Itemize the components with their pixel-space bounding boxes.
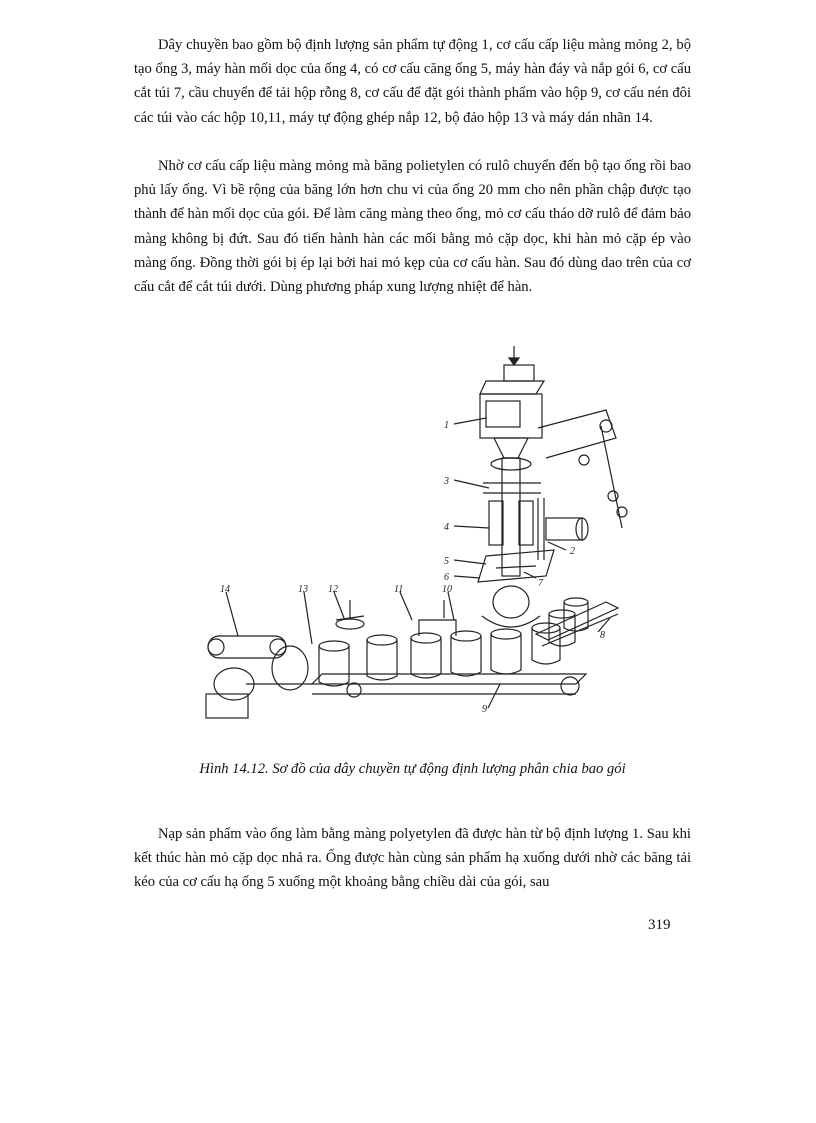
figure-label-5: 5 <box>444 556 449 567</box>
figure-label-3: 3 <box>444 476 449 487</box>
figure-label-8: 8 <box>600 630 605 641</box>
packaging-line-diagram <box>186 338 646 732</box>
paragraph-2: Nhờ cơ cấu cấp liệu màng mỏng mà băng polietylen có rulô chuyển đến bộ tạo ống rồi bao phủ lấy ống. Vì bề rộng của băng lớn hơn chu vi của ống 20 mm cho nên phần chập được tạo thành để hàn mối dọc của gói. Để làm căng màng theo ống, mỏ cơ cấu tháo dỡ rulô để đảm bảo màng không bị đứt. Sau đó tiến hành hàn các mối bằng mỏ cặp dọc, khi hàn mỏ cặp ép vào màng ống. Đồng thời gói bị ép lại bởi hai mỏ kẹp của cơ cấu hàn. Sau đó dùng dao trên của cơ cấu cắt để cắt túi dưới. Dùng phương pháp xung lượng nhiệt để hàn. <box>134 158 691 296</box>
figure-label-10: 10 <box>442 584 452 595</box>
figure-label-7: 7 <box>538 578 543 589</box>
figure-diagram <box>186 338 646 732</box>
figure-label-1: 1 <box>444 420 449 431</box>
figure-label-11: 11 <box>394 584 404 595</box>
figure-label-6: 6 <box>444 572 449 583</box>
figure-label-13: 13 <box>298 584 308 595</box>
figure-label-9: 9 <box>482 704 487 715</box>
paragraph-3: Nạp sản phẩm vào ống làm bằng màng polyetylen đã được hàn từ bộ định lượng 1. Sau khi kết thúc hàn mỏ cặp dọc nhả ra. Ống được hàn cùng sản phẩm hạ xuống dưới nhờ các băng tải kéo của cơ cấu hạ ống 5 xuống một khoảng bằng chiều dài của gói, sau <box>134 826 691 891</box>
figure-label-12: 12 <box>328 584 338 595</box>
paragraph-1: Dây chuyền bao gồm bộ định lượng sản phẩm tự động 1, cơ cấu cấp liệu màng mỏng 2, bộ tạo ống 3, máy hàn mối dọc của ống 4, có cơ cấu căng ống 5, máy hàn đáy và nắp gói 6, cơ cấu cắt túi 7, cầu chuyển để tải hộp rỗng 8, cơ cấu để đặt gói thành phẩm vào hộp 9, cơ cấu nén đôi các túi vào các hộp 10,11, máy tự động ghép nắp 12, bộ đảo hộp 13 và máy dán nhãn 14. <box>134 37 691 126</box>
figure-caption: Hình 14.12. Sơ đồ của dây chuyền tự động định lượng phân chia bao gói <box>199 761 626 777</box>
figure-label-4: 4 <box>444 522 449 533</box>
figure-label-2: 2 <box>570 546 575 557</box>
figure-label-14: 14 <box>220 584 230 595</box>
page-number: 319 <box>648 917 671 933</box>
